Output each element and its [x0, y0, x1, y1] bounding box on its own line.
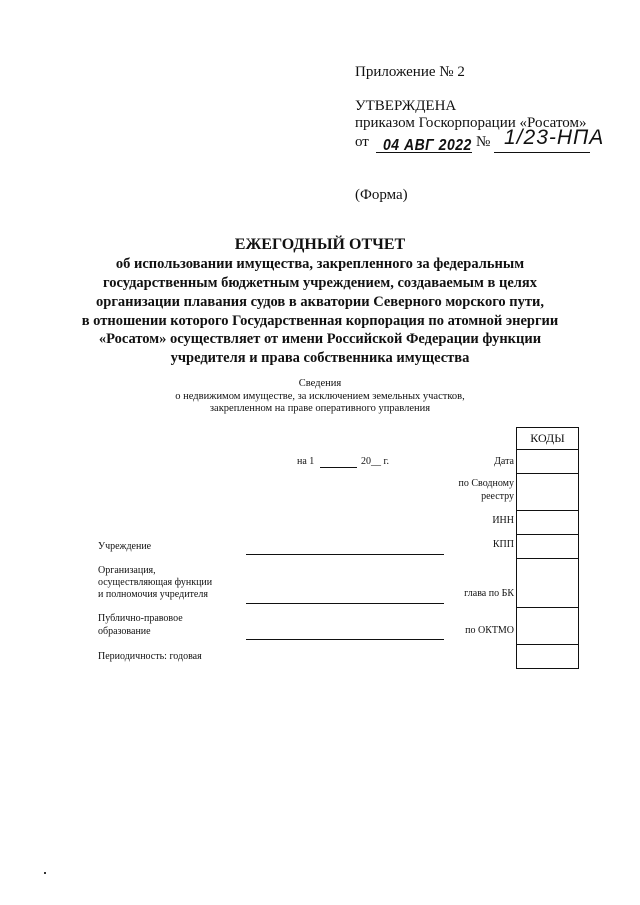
label-org-1: Организация, — [98, 565, 156, 576]
title-line-1: об использовании имущества, закрепленного за федеральным — [115, 256, 525, 272]
handwritten-date: 04 АВГ 2022 — [383, 134, 472, 154]
label-date: Дата — [494, 456, 514, 467]
scan-dot — [44, 872, 46, 874]
from-label: от — [355, 134, 369, 150]
title-line-4: в отношении которого Государственная корпорация по атомной энергии — [81, 313, 559, 329]
codes-header: КОДЫ — [517, 428, 578, 450]
svedenia-line-1: о недвижимом имуществе, за исключением земельных участков, — [175, 390, 465, 402]
code-cell-kpp[interactable] — [517, 535, 578, 559]
label-public-1: Публично-правовое — [98, 613, 183, 624]
label-org-2: осуществляющая функции — [98, 577, 213, 588]
order-label: приказом Госкорпорации «Росатом» — [355, 115, 587, 131]
title-line-2: государственным бюджетным учреждением, создаваемым в целях — [103, 275, 537, 291]
label-oktmo: по ОКТМО — [465, 625, 514, 636]
title-line-5: «Росатом» осуществляет от имени Российской Федерации функции — [98, 331, 542, 347]
label-reestr: реестру — [481, 491, 514, 502]
title-line-3: организации плавания судов в акватории Северного морского пути, — [96, 294, 544, 310]
organization-field[interactable] — [246, 603, 444, 604]
appendix-number: Приложение № 2 — [355, 64, 465, 80]
date-line-year: 20__ г. — [361, 456, 389, 467]
institution-field[interactable] — [246, 554, 444, 555]
title-line-6: учредителя и права собственника имущества — [170, 350, 470, 366]
label-bk: глава по БК — [464, 588, 514, 599]
date-day-underline[interactable] — [320, 467, 357, 468]
label-inn: ИНН — [492, 515, 514, 526]
svedenia-heading: Сведения — [298, 378, 342, 389]
label-periodicity: Периодичность: годовая — [98, 651, 202, 662]
label-kpp: КПП — [492, 539, 514, 550]
code-cell-bk[interactable] — [517, 559, 578, 608]
codes-table — [516, 427, 579, 669]
number-underline — [494, 152, 590, 153]
svedenia-line-2: закрепленном на праве оперативного управления — [209, 403, 431, 414]
label-institution: Учреждение — [98, 541, 152, 552]
number-label: № — [476, 134, 491, 150]
public-entity-field[interactable] — [246, 639, 444, 640]
label-public-2: образование — [98, 626, 151, 637]
code-cell-date[interactable] — [517, 450, 578, 474]
report-title: ЕЖЕГОДНЫЙ ОТЧЕТ — [234, 236, 406, 253]
svedenia-block — [0, 378, 640, 416]
label-svodny: по Сводному — [458, 478, 514, 489]
form-label: (Форма) — [355, 187, 408, 203]
code-cell-periodicity[interactable] — [517, 645, 578, 669]
code-cell-svodny[interactable] — [517, 474, 578, 511]
label-org-3: и полномочия учредителя — [98, 589, 208, 600]
date-line-prefix: на 1 — [297, 456, 315, 467]
code-cell-inn[interactable] — [517, 511, 578, 535]
handwritten-number: 1/23-НПА — [504, 126, 605, 149]
approved-label: УТВЕРЖДЕНА — [355, 98, 457, 114]
code-cell-oktmo[interactable] — [517, 608, 578, 645]
